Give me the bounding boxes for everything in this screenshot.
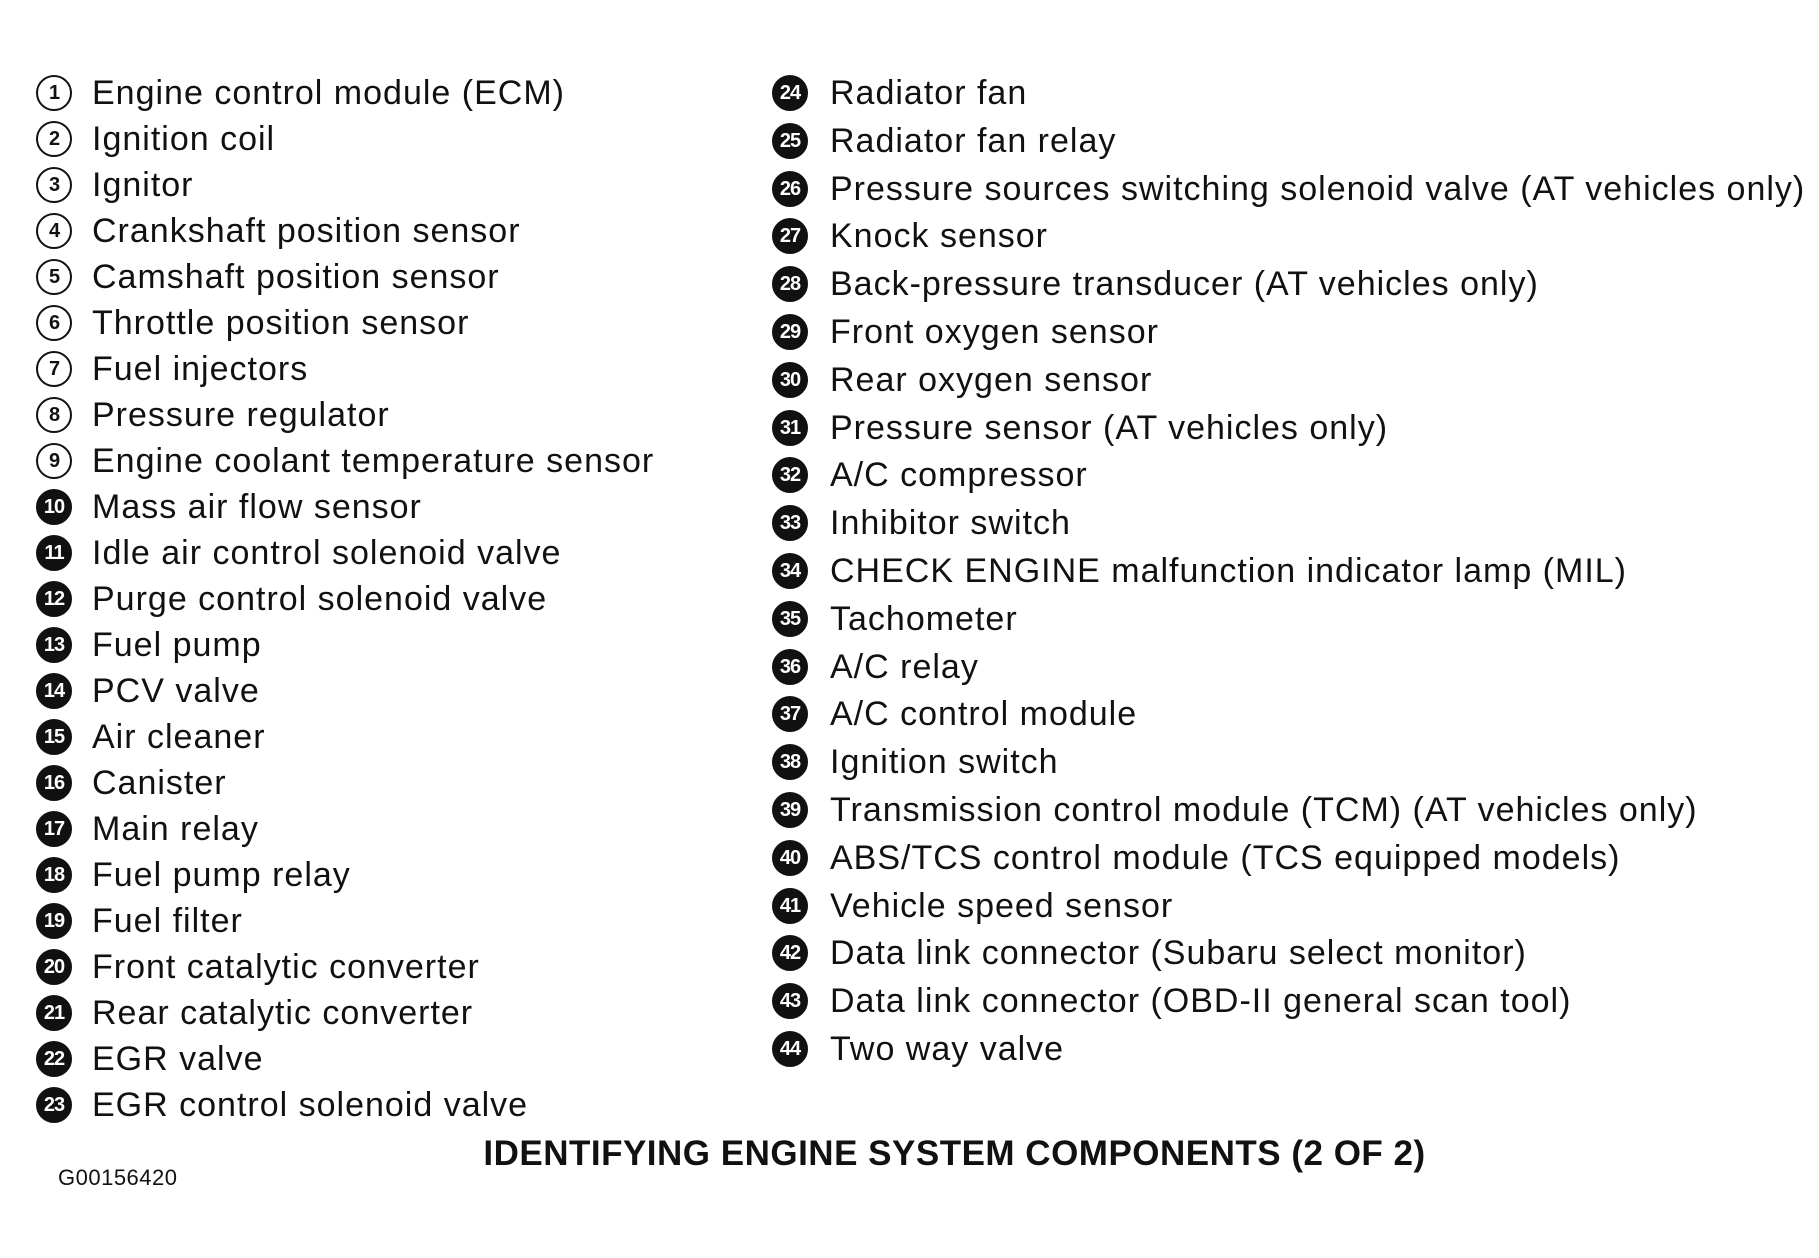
legend-item — [772, 691, 1812, 739]
item-label: Rear oxygen sensor — [830, 360, 1153, 399]
item-label: Engine control module (ECM) — [92, 74, 565, 112]
legend-item — [36, 116, 736, 162]
item-number-badge: 8 — [36, 397, 72, 433]
item-label: Pressure sources switching solenoid valve (AT vehicles only) — [830, 169, 1806, 208]
item-label: Crankshaft position sensor — [92, 212, 521, 250]
item-label: A/C compressor — [830, 456, 1088, 495]
item-number-badge: 22 — [36, 1041, 72, 1077]
item-number-badge: 35 — [772, 601, 808, 637]
item-number-badge: 2 — [36, 121, 72, 157]
legend-column-left — [36, 70, 736, 1128]
legend-item — [772, 309, 1812, 357]
legend-item — [36, 392, 736, 438]
item-label: EGR control solenoid valve — [92, 1086, 529, 1124]
item-number-badge: 39 — [772, 792, 808, 828]
item-label: A/C control module — [830, 695, 1138, 734]
item-number-badge: 24 — [772, 75, 808, 111]
item-number-badge: 28 — [772, 266, 808, 302]
item-number-badge: 42 — [772, 935, 808, 971]
item-number-badge: 19 — [36, 903, 72, 939]
component-legend — [36, 70, 1806, 1140]
legend-item — [772, 166, 1812, 214]
legend-item — [772, 548, 1812, 596]
item-number-badge: 4 — [36, 213, 72, 249]
legend-item — [36, 530, 736, 576]
item-number-badge: 41 — [772, 888, 808, 924]
item-label: Idle air control solenoid valve — [92, 534, 562, 572]
item-number-badge: 15 — [36, 719, 72, 755]
item-label: Ignitor — [92, 166, 194, 204]
item-label: Pressure sensor (AT vehicles only) — [830, 408, 1389, 447]
item-label: Purge control solenoid valve — [92, 580, 548, 618]
item-number-badge: 37 — [772, 696, 808, 732]
item-label: Data link connector (Subaru select monitor) — [830, 934, 1527, 973]
item-label: Knock sensor — [830, 217, 1048, 256]
legend-item — [772, 835, 1812, 883]
figure-caption — [0, 1134, 1819, 1174]
item-number-badge: 5 — [36, 259, 72, 295]
item-label: Ignition switch — [830, 743, 1059, 782]
legend-item — [36, 622, 736, 668]
item-label: Vehicle speed sensor — [830, 886, 1174, 925]
item-number-badge: 10 — [36, 489, 72, 525]
legend-item — [36, 944, 736, 990]
item-label: A/C relay — [830, 647, 979, 686]
item-number-badge: 27 — [772, 218, 808, 254]
legend-item — [36, 208, 736, 254]
legend-item — [772, 644, 1812, 692]
legend-item — [772, 261, 1812, 309]
legend-item — [772, 883, 1812, 931]
item-label: Ignition coil — [92, 120, 276, 158]
item-number-badge: 33 — [772, 505, 808, 541]
legend-item — [772, 452, 1812, 500]
legend-item — [772, 500, 1812, 548]
item-number-badge: 1 — [36, 75, 72, 111]
item-label: Two way valve — [830, 1029, 1065, 1068]
item-number-badge: 3 — [36, 167, 72, 203]
item-label: Fuel pump — [92, 626, 262, 664]
legend-item — [36, 254, 736, 300]
item-label: Engine coolant temperature sensor — [92, 442, 655, 480]
item-label: Front catalytic converter — [92, 948, 480, 986]
legend-item — [36, 576, 736, 622]
item-label: Mass air flow sensor — [92, 488, 422, 526]
item-number-badge: 29 — [772, 314, 808, 350]
item-label: Tachometer — [830, 599, 1018, 638]
item-number-badge: 26 — [772, 171, 808, 207]
item-number-badge: 13 — [36, 627, 72, 663]
legend-item — [36, 1082, 736, 1128]
item-number-badge: 7 — [36, 351, 72, 387]
item-number-badge: 18 — [36, 857, 72, 893]
item-label: Main relay — [92, 810, 259, 848]
legend-item — [772, 739, 1812, 787]
item-label: Back-pressure transducer (AT vehicles only) — [830, 265, 1539, 304]
item-label: Fuel injectors — [92, 350, 309, 388]
item-label: Front oxygen sensor — [830, 312, 1159, 351]
legend-item — [36, 990, 736, 1036]
item-number-badge: 44 — [772, 1031, 808, 1067]
item-label: Inhibitor switch — [830, 504, 1071, 543]
item-number-badge: 16 — [36, 765, 72, 801]
item-number-badge: 32 — [772, 457, 808, 493]
item-label: Fuel filter — [92, 902, 243, 940]
legend-item — [36, 346, 736, 392]
item-label: EGR valve — [92, 1040, 264, 1078]
item-label: Transmission control module (TCM) (AT vehicles only) — [830, 790, 1698, 829]
item-number-badge: 14 — [36, 673, 72, 709]
legend-item — [36, 806, 736, 852]
item-number-badge: 20 — [36, 949, 72, 985]
legend-item — [36, 668, 736, 714]
item-number-badge: 36 — [772, 649, 808, 685]
item-label: Data link connector (OBD-II general scan tool) — [830, 982, 1572, 1021]
legend-item — [36, 484, 736, 530]
legend-column-right — [772, 70, 1812, 1074]
item-number-badge: 34 — [772, 553, 808, 589]
item-label: Radiator fan relay — [830, 121, 1117, 160]
legend-item — [36, 760, 736, 806]
legend-item — [772, 357, 1812, 405]
legend-item — [36, 300, 736, 346]
caption-text: IDENTIFYING ENGINE SYSTEM COMPONENTS (2 OF 2) — [483, 1134, 1426, 1173]
item-number-badge: 21 — [36, 995, 72, 1031]
item-label: Rear catalytic converter — [92, 994, 474, 1032]
item-label: Canister — [92, 764, 227, 802]
legend-item — [772, 787, 1812, 835]
legend-item — [36, 898, 736, 944]
item-label: Camshaft position sensor — [92, 258, 500, 296]
legend-item — [36, 438, 736, 484]
legend-item — [772, 213, 1812, 261]
item-label: Pressure regulator — [92, 396, 390, 434]
item-number-badge: 43 — [772, 983, 808, 1019]
legend-item — [36, 162, 736, 208]
legend-item — [772, 405, 1812, 453]
item-number-badge: 38 — [772, 744, 808, 780]
legend-item — [772, 70, 1812, 118]
item-label: CHECK ENGINE malfunction indicator lamp (MIL) — [830, 551, 1628, 590]
legend-item — [36, 1036, 736, 1082]
legend-item — [36, 852, 736, 898]
item-number-badge: 40 — [772, 840, 808, 876]
item-label: Throttle position sensor — [92, 304, 470, 342]
legend-item — [772, 930, 1812, 978]
item-label: Radiator fan — [830, 74, 1028, 112]
item-number-badge: 30 — [772, 362, 808, 398]
item-number-badge: 17 — [36, 811, 72, 847]
item-label: Air cleaner — [92, 718, 266, 756]
item-label: Fuel pump relay — [92, 856, 351, 894]
item-number-badge: 6 — [36, 305, 72, 341]
legend-item — [772, 118, 1812, 166]
figure-reference-id: G00156420 — [58, 1165, 178, 1190]
item-label: PCV valve — [92, 672, 260, 710]
item-number-badge: 11 — [36, 535, 72, 571]
item-number-badge: 23 — [36, 1087, 72, 1123]
legend-item — [36, 70, 736, 116]
item-number-badge: 12 — [36, 581, 72, 617]
item-number-badge: 9 — [36, 443, 72, 479]
legend-item — [36, 714, 736, 760]
legend-item — [772, 1026, 1812, 1074]
item-label: ABS/TCS control module (TCS equipped models) — [830, 838, 1621, 877]
item-number-badge: 25 — [772, 123, 808, 159]
legend-item — [772, 978, 1812, 1026]
legend-item — [772, 596, 1812, 644]
item-number-badge: 31 — [772, 410, 808, 446]
